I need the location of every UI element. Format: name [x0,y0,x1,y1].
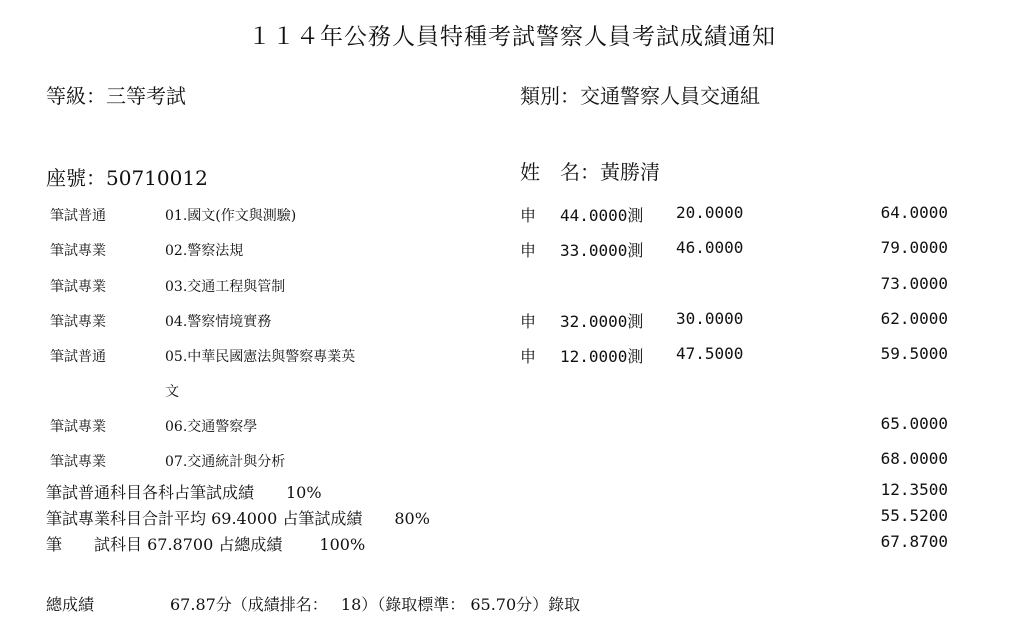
subject-part-b: 47.5000 [676,344,744,363]
subject-name: 01.國文(作文與測驗) [165,208,297,224]
subject-type: 筆試專業 [50,314,106,330]
subject-name: 05.中華民國憲法與警察專業英 [165,349,356,365]
subject-appeal-mark: 申 [520,241,537,260]
subject-type: 筆試專業 [50,279,106,295]
subject-part-a: 32.0000測 [560,312,644,331]
subject-type: 筆試專業 [50,419,106,435]
summary-value: 55.5200 [880,506,948,525]
subject-score: 73.0000 [880,274,948,293]
subject-part-b: 46.0000 [676,238,744,257]
subject-score: 59.5000 [880,344,948,363]
seat-number: 座號：50710012 [46,166,208,190]
summary-value: 67.8700 [880,532,948,551]
subject-part-a: 33.0000測 [560,241,644,260]
candidate-name: 姓 名：黃勝清 [520,160,660,184]
subject-score: 65.0000 [880,414,948,433]
subject-type: 筆試專業 [50,243,106,259]
total-text: 67.87分（成績排名： 18）（錄取標準： 65.70分）錄取 [170,595,581,614]
subject-name: 07.交通統計與分析 [165,454,286,470]
subject-name: 06.交通警察學 [165,419,258,435]
subject-part-a: 44.0000測 [560,206,644,225]
total-label: 總成績 [46,595,95,614]
subject-part-a: 12.0000測 [560,347,644,366]
exam-category: 類別：交通警察人員交通組 [520,84,760,108]
page-title: １１４年公務人員特種考試警察人員考試成績通知 [248,24,776,50]
subject-appeal-mark: 申 [520,206,537,225]
subject-name: 04.警察情境實務 [165,314,272,330]
summary-text: 筆 試科目 67.8700 占總成績 100% [46,535,366,554]
subject-name: 文 [165,384,179,400]
summary-value: 12.3500 [880,480,948,499]
subject-part-b: 20.0000 [676,203,744,222]
subject-part-b: 30.0000 [676,309,744,328]
subject-type: 筆試專業 [50,454,106,470]
summary-text: 筆試普通科目各科占筆試成績 10% [46,483,322,502]
summary-text: 筆試專業科目合計平均 69.4000 占筆試成績 80% [46,509,430,528]
subject-appeal-mark: 申 [520,347,537,366]
subject-name: 02.警察法規 [165,243,244,259]
subject-type: 筆試普通 [50,208,106,224]
subject-name: 03.交通工程與管制 [165,279,286,295]
subject-type: 筆試普通 [50,349,106,365]
subject-score: 64.0000 [880,203,948,222]
subject-score: 62.0000 [880,309,948,328]
subject-score: 79.0000 [880,238,948,257]
subject-score: 68.0000 [880,449,948,468]
exam-level: 等級：三等考試 [46,84,186,108]
subject-appeal-mark: 申 [520,312,537,331]
